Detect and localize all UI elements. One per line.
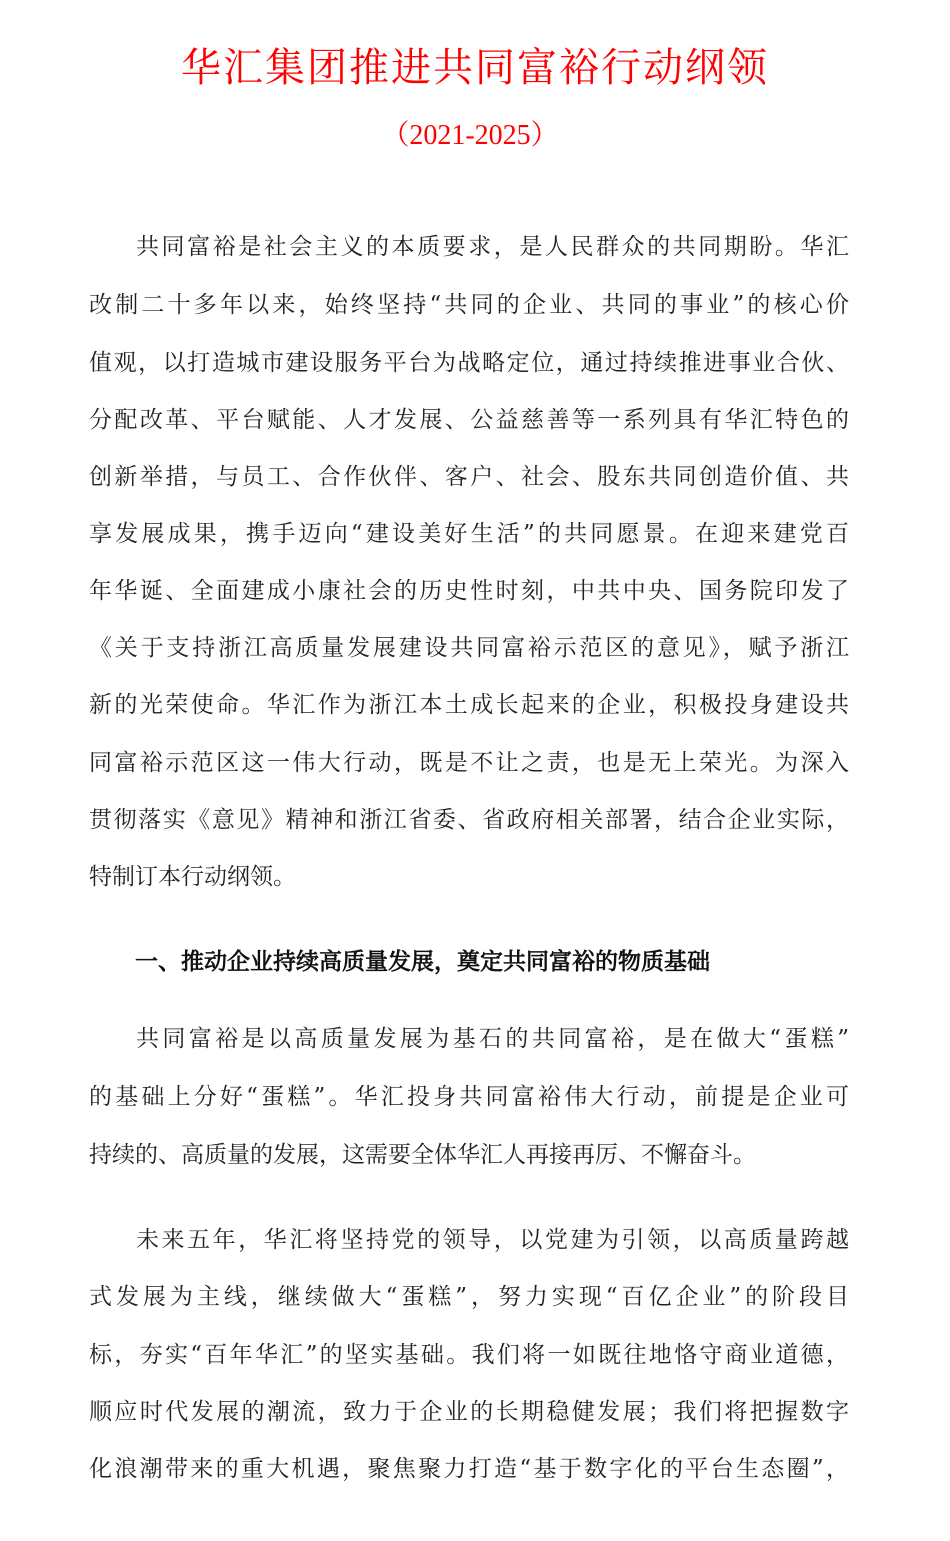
paragraph-line: 共同富裕是以高质量发展为基石的共同富裕，是在做大“蛋糕” xyxy=(136,1026,849,1052)
paragraph-line: 的基础上分好“蛋糕”。华汇投身共同富裕伟大行动，前提是企业可 xyxy=(89,1084,849,1110)
paragraph-line: 改制二十多年以来，始终坚持“共同的企业、共同的事业”的核心价 xyxy=(89,292,849,318)
paragraph-line: 新的光荣使命。华汇作为浙江本土成长起来的企业，积极投身建设共 xyxy=(89,692,849,718)
paragraph-line: 持续的、高质量的发展，这需要全体华汇人再接再厉、不懈奋斗。 xyxy=(89,1142,756,1168)
paragraph-line: 化浪潮带来的重大机遇，聚焦聚力打造“基于数字化的平台生态圈”， xyxy=(89,1456,849,1482)
paragraph-line: 顺应时代发展的潮流，致力于企业的长期稳健发展；我们将把握数字 xyxy=(89,1399,849,1425)
paragraph-line: 标，夯实“百年华汇”的坚实基础。我们将一如既往地恪守商业道德， xyxy=(89,1342,849,1368)
paragraph-line: 享发展成果，携手迈向“建设美好生活”的共同愿景。在迎来建党百 xyxy=(89,521,849,547)
document-subtitle-years: （2021-2025） xyxy=(381,120,559,151)
paragraph-line: 贯彻落实《意见》精神和浙江省委、省政府相关部署，结合企业实际， xyxy=(89,807,849,833)
paragraph-line: 分配改革、平台赋能、人才发展、公益慈善等一系列具有华汇特色的 xyxy=(89,407,849,433)
document-title: 华汇集团推进共同富裕行动纲领 xyxy=(181,45,769,91)
paragraph-line: 共同富裕是社会主义的本质要求，是人民群众的共同期盼。华汇 xyxy=(136,234,849,260)
paragraph-line: 《关于支持浙江高质量发展建设共同富裕示范区的意见》，赋予浙江 xyxy=(89,635,849,661)
paragraph-line: 创新举措，与员工、合作伙伴、客户、社会、股东共同创造价值、共 xyxy=(89,464,849,490)
paragraph-line: 未来五年，华汇将坚持党的领导，以党建为引领，以高质量跨越 xyxy=(136,1227,849,1253)
section-heading-1: 一、推动企业持续高质量发展，奠定共同富裕的物质基础 xyxy=(135,949,710,975)
paragraph-line: 式发展为主线，继续做大“蛋糕”，努力实现“百亿企业”的阶段目 xyxy=(89,1284,849,1310)
paragraph-line: 同富裕示范区这一伟大行动，既是不让之责，也是无上荣光。为深入 xyxy=(89,750,849,776)
paragraph-line: 年华诞、全面建成小康社会的历史性时刻，中共中央、国务院印发了 xyxy=(89,578,849,604)
paragraph-line: 特制订本行动纲领。 xyxy=(89,864,296,890)
paragraph-line: 值观，以打造城市建设服务平台为战略定位，通过持续推进事业合伙、 xyxy=(89,350,849,376)
